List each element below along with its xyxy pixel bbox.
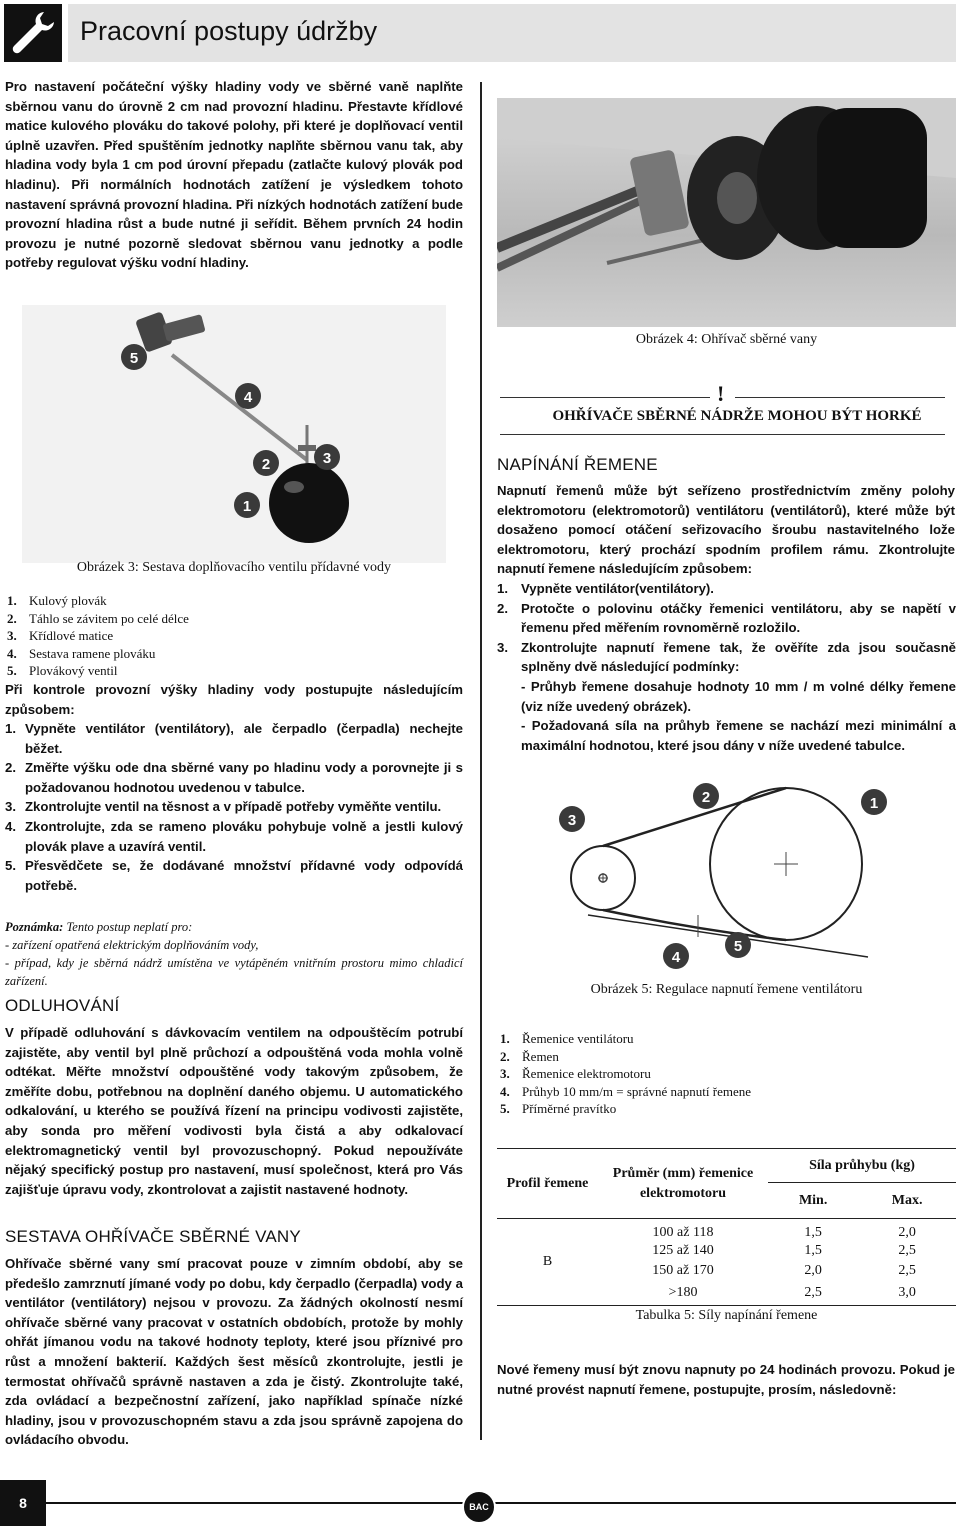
sestava-text: Ohřívače sběrné vany smí pracovat pouze v zimním období, aby se předešlo zamrznutí jímané vody po dobu, kdy čerpadlo (čerpadla) vody a ventilátor (ventilátory) nejsou v provozu. Za žádných okolností nesmí ohřívače sběrné vany pracovat v ostatních obdobích, protože by mohly ohřát jímanou vodu na takové hodnoty teploty, které jsou příznivé pro růst a množení bakterií. Každých šest měsíců zkontrolujte, jestli je termostat ohřívačů správně nastaven a zda je čistý. Zkontrolujte také, zda ovládací a bezpečnostní zařízení, jako například spínače nízké hladiny, jsou v provozuschopném stavu a zda jsou správně zapojena do ovládacího obvodu.: [5, 1256, 463, 1448]
note-label: Poznámka:: [5, 920, 64, 934]
list-item: 4. Průhyb 10 mm/m = správné napnutí řemene: [500, 1083, 752, 1099]
list-item: 5. Plovákový ventil: [7, 663, 118, 679]
check-steps: [5, 719, 463, 895]
list-item: 3. Zkontrolujte ventil na těsnost a v případě potřeby vyměňte ventilu.: [5, 799, 442, 815]
wrench-icon: [4, 4, 62, 62]
note-line: - případ, kdy je sběrná nádrž umístěna ve vytápěném vnitřním prostoru mimo chladicí zařízení.: [5, 956, 463, 988]
list-item: 2. Táhlo se závitem po celé délce: [7, 610, 189, 626]
table-header-diameter: Průměr (mm) řemenice elektromotoru: [598, 1149, 768, 1219]
fig4-caption: Obrázek 4: Ohřívač sběrné vany: [635, 332, 818, 347]
fig3-caption: Obrázek 3: Sestava doplňovacího ventilu přídavné vody: [76, 560, 392, 575]
svg-text:4: 4: [243, 389, 253, 406]
list-item: 4. Zkontrolujte, zda se rameno plováku pohybuje volně a jestli kulový plovák plave a uzavírá ventil.: [5, 818, 463, 854]
page-number: 8: [0, 1480, 46, 1526]
table-cell: 125 až 140: [652, 1243, 714, 1258]
intro-paragraph: Pro nastavení počáteční výšky hladiny vody ve sběrné vaně naplňte sběrnou vanu do úrovně 2 cm nad provozní hladinu. Přestavte křídlové matice kulového plováku do takové polohy, při které je doplňovací ventil úplně uzavřen. Před spuštěním jednotky naplňte sběrnou vanu tak, aby hladina vody byla 1 cm pod úrovní přepadu (zatlačte kulový plovák pod hladinu). Při normálních hodnotách zatížení je výsledkem tohoto nastavení správná provozní hladina. Při nízkých hodnotách zatížení bude provozní hladina růst a bude nutné ji seřídit. Během prvních 24 hodin provozu je nutné pozorně sledovat sběrnou vanu jednotky a podle potřeby regulovat výšku vodní hladiny.: [5, 79, 463, 271]
list-item: 4. Sestava ramene plováku: [7, 645, 156, 661]
table-row: [497, 1219, 956, 1242]
table-cell: 1,5: [804, 1243, 822, 1258]
belt-force-table: [497, 1148, 956, 1306]
list-item: 1. Kulový plovák: [7, 593, 107, 608]
list-item: 2. Změřte výšku ode dna sběrné vany po hladinu vody a porovnejte ji s požadovanou hodnotou uvedenou v tabulce.: [5, 760, 463, 795]
warning-line-bottom: [500, 434, 945, 435]
section-title-odluhovani: ODLUHOVÁNÍ: [5, 996, 120, 1015]
fig5-callout-1: [861, 789, 887, 815]
svg-text:2: 2: [701, 789, 711, 806]
list-item: 3. Řemenice elektromotoru: [500, 1066, 651, 1082]
list-item: - Průhyb řemene dosahuje hodnoty 10 mm / m volné délky řemene (viz níže uvedený obrázek).: [521, 678, 956, 714]
fig3-callout-2: [253, 450, 279, 476]
table-cell: 2,5: [768, 1281, 858, 1305]
list-item: 3. Křídlové matice: [7, 628, 114, 644]
closing-paragraph: Nové řemeny musí být znovu napnuty po 24 hodinách provozu. Pokud je nutné provést napnutí řemene, postupujte, prosím, následovně:: [497, 1362, 955, 1397]
list-item: 5. Příměrné pravítko: [500, 1101, 617, 1117]
warning-text: OHŘÍVAČE SBĚRNÉ NÁDRŽE MOHOU BÝT HORKÉ: [552, 408, 922, 424]
bac-logo: BAC: [462, 1490, 496, 1524]
note-line: - zařízení opatřená elektrickým doplňováním vody,: [5, 938, 259, 952]
table-cell-profile: B: [497, 1219, 598, 1306]
note-text: Tento postup neplatí pro:: [66, 920, 193, 934]
warning-line-left: [500, 397, 710, 398]
svg-text:3: 3: [322, 450, 332, 467]
table-cell: >180: [598, 1281, 768, 1305]
fig5-callout-3: [559, 806, 585, 832]
table-cell: 2,5: [898, 1263, 916, 1278]
fig3-callout-3: [314, 444, 340, 470]
warning-icon: !: [717, 381, 725, 406]
check-intro: Při kontrole provozní výšky hladiny vody postupujte následujícím způsobem:: [5, 682, 463, 717]
table-cell: 2,5: [898, 1243, 916, 1258]
table-header-min: Min.: [768, 1183, 858, 1219]
fig5-callout-2: [693, 783, 719, 809]
svg-text:5: 5: [129, 350, 139, 367]
fig5-callout-4: [663, 943, 689, 969]
svg-text:5: 5: [733, 938, 743, 955]
napinani-text: Napnutí řemenů může být seřízeno prostřednictvím změny polohy elektromotoru (elektromotorů) ventilátoru (ventilátorů), které může být dosaženo pomocí otáčení seřizovacího šroubu nastavitelného lože elektromotoru, který prochází spodním profilem rámu. Zkontrolujte napnutí řemene následujícím způsobem:: [497, 483, 955, 577]
svg-text:1: 1: [869, 795, 879, 812]
table-header-force: Síla průhybu (kg): [768, 1149, 956, 1183]
table-header-profile: Profil řemene: [497, 1149, 598, 1219]
fig4-heater-photo: [497, 98, 956, 327]
fig3-float-valve-image: [22, 305, 446, 563]
svg-text:1: 1: [242, 498, 252, 515]
napinani-steps: [497, 579, 956, 755]
footer-rule: [46, 1502, 956, 1504]
list-item: 1. Vypněte ventilátor (ventilátory), ale čerpadlo (čerpadla) nechejte běžet.: [5, 721, 463, 756]
column-divider: [480, 82, 482, 1440]
fig3-legend: [7, 592, 189, 680]
section-title-sestava: SESTAVA OHŘÍVAČE SBĚRNÉ VANY: [5, 1227, 301, 1246]
warning-line-right: [735, 397, 945, 398]
table-cell: 2,0: [804, 1263, 822, 1278]
fig3-callout-4: [235, 383, 261, 409]
fig5-callout-5: [725, 932, 751, 958]
table-cell: 100 až 118: [652, 1225, 714, 1240]
table-header-max: Max.: [858, 1183, 956, 1219]
fig5-legend: [500, 1030, 751, 1118]
odluhovani-text: V případě odluhování s dávkovacím ventilem na odpouštěcím potrubí zajistěte, aby ventil byl plně průchozí a odpouštěná voda mohla volně odtékat. Měřte množství odpouštěné vody takovým způsobem, že změříte dobu, potřebnou na doplnění daného objemu. U automatického odkalování, u kterého se používá řízení na principu vodivosti zajistěte, aby sonda pro měření vodivosti byla čistá a aby odkalovací elektromagnetický ventil byl provozuschopný. Pokud nepoužíváte nějaký specifický postup pro nastavení, musí společnost, která pro Vás zajišťuje úpravu vody, zkontrolovat a zajistit nastavené hodnoty.: [5, 1025, 463, 1197]
table-cell: 1,5: [804, 1225, 822, 1240]
list-item: 1. Vypněte ventilátor(ventilátory).: [497, 581, 714, 596]
section-title-napinani: NAPÍNÁNÍ ŘEMENE: [497, 455, 658, 474]
svg-text:2: 2: [261, 456, 271, 473]
table-cell: 2,0: [898, 1225, 916, 1240]
svg-text:3: 3: [567, 812, 577, 829]
list-item: 5. Přesvědčete se, že dodávané množství přídavné vody odpovídá potřebě.: [5, 858, 463, 893]
fig5-caption: Obrázek 5: Regulace napnutí řemene ventilátoru: [590, 982, 863, 997]
table-cell: 150 až 170: [652, 1263, 714, 1278]
svg-text:4: 4: [671, 949, 681, 966]
fig3-callout-5: [121, 344, 147, 370]
list-item: 1. Řemenice ventilátoru: [500, 1031, 634, 1046]
table-cell: 3,0: [858, 1281, 956, 1305]
page-title: Pracovní postupy údržby: [80, 16, 378, 46]
table-caption: Tabulka 5: Síly napínání řemene: [635, 1308, 818, 1323]
header-wrench-box: [4, 4, 62, 62]
list-item: 2. Protočte o polovinu otáčky řemenici ventilátoru, aby se napětí v řemenu před měřením rovnoměrně rozložilo.: [497, 600, 956, 636]
note: [5, 918, 463, 990]
fig3-callout-1: [234, 492, 260, 518]
list-item: - Požadovaná síla na průhyb řemene se nachází mezi minimální a maximální hodnotou, které jsou dány v níže uvedené tabulce.: [521, 718, 956, 753]
list-item: 3. Zkontrolujte napnutí řemene tak, že ověříte zda jsou současně splněny dvě následující podmínky:: [497, 639, 956, 675]
fig5-belt-diagram: [548, 775, 904, 975]
heater-illustration: [497, 98, 956, 327]
list-item: 2. Řemen: [500, 1048, 559, 1064]
